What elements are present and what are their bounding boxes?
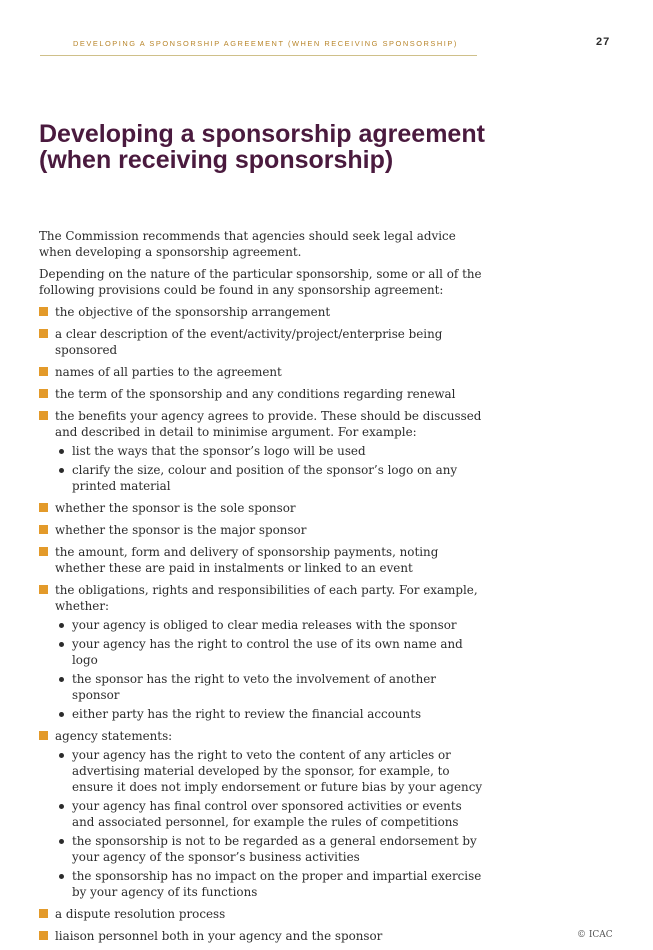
list-item xyxy=(39,544,484,576)
square-bullet-icon xyxy=(39,329,48,338)
sub-list-item xyxy=(55,706,484,722)
dot-bullet-icon xyxy=(59,468,64,473)
sub-list xyxy=(55,747,484,900)
list-item-text: the objective of the sponsorship arrangement xyxy=(55,305,331,319)
running-title: DEVELOPING A SPONSORSHIP AGREEMENT (WHEN RECEIVING SPONSORSHIP) xyxy=(73,39,458,48)
square-bullet-icon xyxy=(39,931,48,940)
list-item xyxy=(39,500,484,516)
sub-list-item xyxy=(55,636,484,668)
list-item xyxy=(39,364,484,380)
sub-list-item-text: the sponsorship is not to be regarded as a general endorsement by your agency of the sponsor’s business activities xyxy=(72,834,477,864)
sub-list-item-text: list the ways that the sponsor’s logo will be used xyxy=(72,444,366,458)
list-item xyxy=(39,928,484,944)
square-bullet-icon xyxy=(39,307,48,316)
sub-list-item xyxy=(55,462,484,494)
list-item-text: names of all parties to the agreement xyxy=(55,365,282,379)
square-bullet-icon xyxy=(39,585,48,594)
square-bullet-icon xyxy=(39,547,48,556)
dot-bullet-icon xyxy=(59,839,64,844)
sub-list-item xyxy=(55,868,484,900)
list-item-text: the amount, form and delivery of sponsorship payments, noting whether these are paid in instalments or linked to an event xyxy=(55,545,439,575)
sub-list xyxy=(55,617,484,722)
running-header xyxy=(40,39,477,56)
list-item-text: the term of the sponsorship and any conditions regarding renewal xyxy=(55,387,456,401)
sub-list-item xyxy=(55,443,484,459)
sub-list-item xyxy=(55,747,484,795)
list-item xyxy=(39,326,484,358)
intro-paragraph: The Commission recommends that agencies should seek legal advice when developing a sponsorship agreement. xyxy=(39,229,456,259)
list-item xyxy=(39,522,484,538)
sub-list-item-text: your agency is obliged to clear media releases with the sponsor xyxy=(72,618,457,632)
list-item xyxy=(39,386,484,402)
sub-list-item-text: your agency has the right to veto the content of any articles or advertising material developed by the sponsor, for example, to ensure it does not imply endorsement or future bias by your agency xyxy=(72,748,483,794)
list-item-text: the benefits your agency agrees to provide. These should be discussed and described in detail to minimise argument. For example: xyxy=(55,409,482,439)
list-item-text: a clear description of the event/activity/project/enterprise being sponsored xyxy=(55,327,443,357)
sub-list-item xyxy=(55,617,484,633)
sub-list-item-text: the sponsorship has no impact on the proper and impartial exercise by your agency of its functions xyxy=(72,869,482,899)
page-title: Developing a sponsorship agreement (when receiving sponsorship) xyxy=(39,120,485,174)
list-item-text: agency statements: xyxy=(55,729,173,743)
list-item-text: whether the sponsor is the sole sponsor xyxy=(55,501,296,515)
sub-list-item-text: your agency has the right to control the use of its own name and logo xyxy=(72,637,463,667)
list-item xyxy=(39,304,484,320)
list-item xyxy=(39,728,484,900)
list-item xyxy=(39,408,484,494)
dot-bullet-icon xyxy=(59,804,64,809)
dot-bullet-icon xyxy=(59,623,64,628)
sub-list-item-text: either party has the right to review the financial accounts xyxy=(72,707,422,721)
square-bullet-icon xyxy=(39,389,48,398)
square-bullet-icon xyxy=(39,411,48,420)
sub-list-item-text: clarify the size, colour and position of the sponsor’s logo on any printed material xyxy=(72,463,458,493)
list-item-text: a dispute resolution process xyxy=(55,907,226,921)
dot-bullet-icon xyxy=(59,712,64,717)
sub-list xyxy=(55,443,484,494)
sub-list-item xyxy=(55,798,484,830)
sub-list-item-text: the sponsor has the right to veto the involvement of another sponsor xyxy=(72,672,436,702)
square-bullet-icon xyxy=(39,525,48,534)
page-content xyxy=(39,228,484,950)
intro-paragraph: Depending on the nature of the particular sponsorship, some or all of the following provisions could be found in any sponsorship agreement: xyxy=(39,267,482,297)
dot-bullet-icon xyxy=(59,642,64,647)
list-item-text: liaison personnel both in your agency and the sponsor xyxy=(55,929,383,943)
square-bullet-icon xyxy=(39,503,48,512)
dot-bullet-icon xyxy=(59,874,64,879)
sub-list-item-text: your agency has final control over sponsored activities or events and associated personnel, for example the rules of competitions xyxy=(72,799,462,829)
provisions-list xyxy=(39,304,484,944)
sub-list-item xyxy=(55,671,484,703)
list-item xyxy=(39,582,484,722)
list-item-text: whether the sponsor is the major sponsor xyxy=(55,523,307,537)
square-bullet-icon xyxy=(39,909,48,918)
dot-bullet-icon xyxy=(59,677,64,682)
sub-list-item xyxy=(55,833,484,865)
page-number: 27 xyxy=(596,36,611,48)
copyright: © ICAC xyxy=(577,930,613,940)
square-bullet-icon xyxy=(39,731,48,740)
list-item-text: the obligations, rights and responsibilities of each party. For example, whether: xyxy=(55,583,478,613)
dot-bullet-icon xyxy=(59,753,64,758)
dot-bullet-icon xyxy=(59,449,64,454)
square-bullet-icon xyxy=(39,367,48,376)
list-item xyxy=(39,906,484,922)
